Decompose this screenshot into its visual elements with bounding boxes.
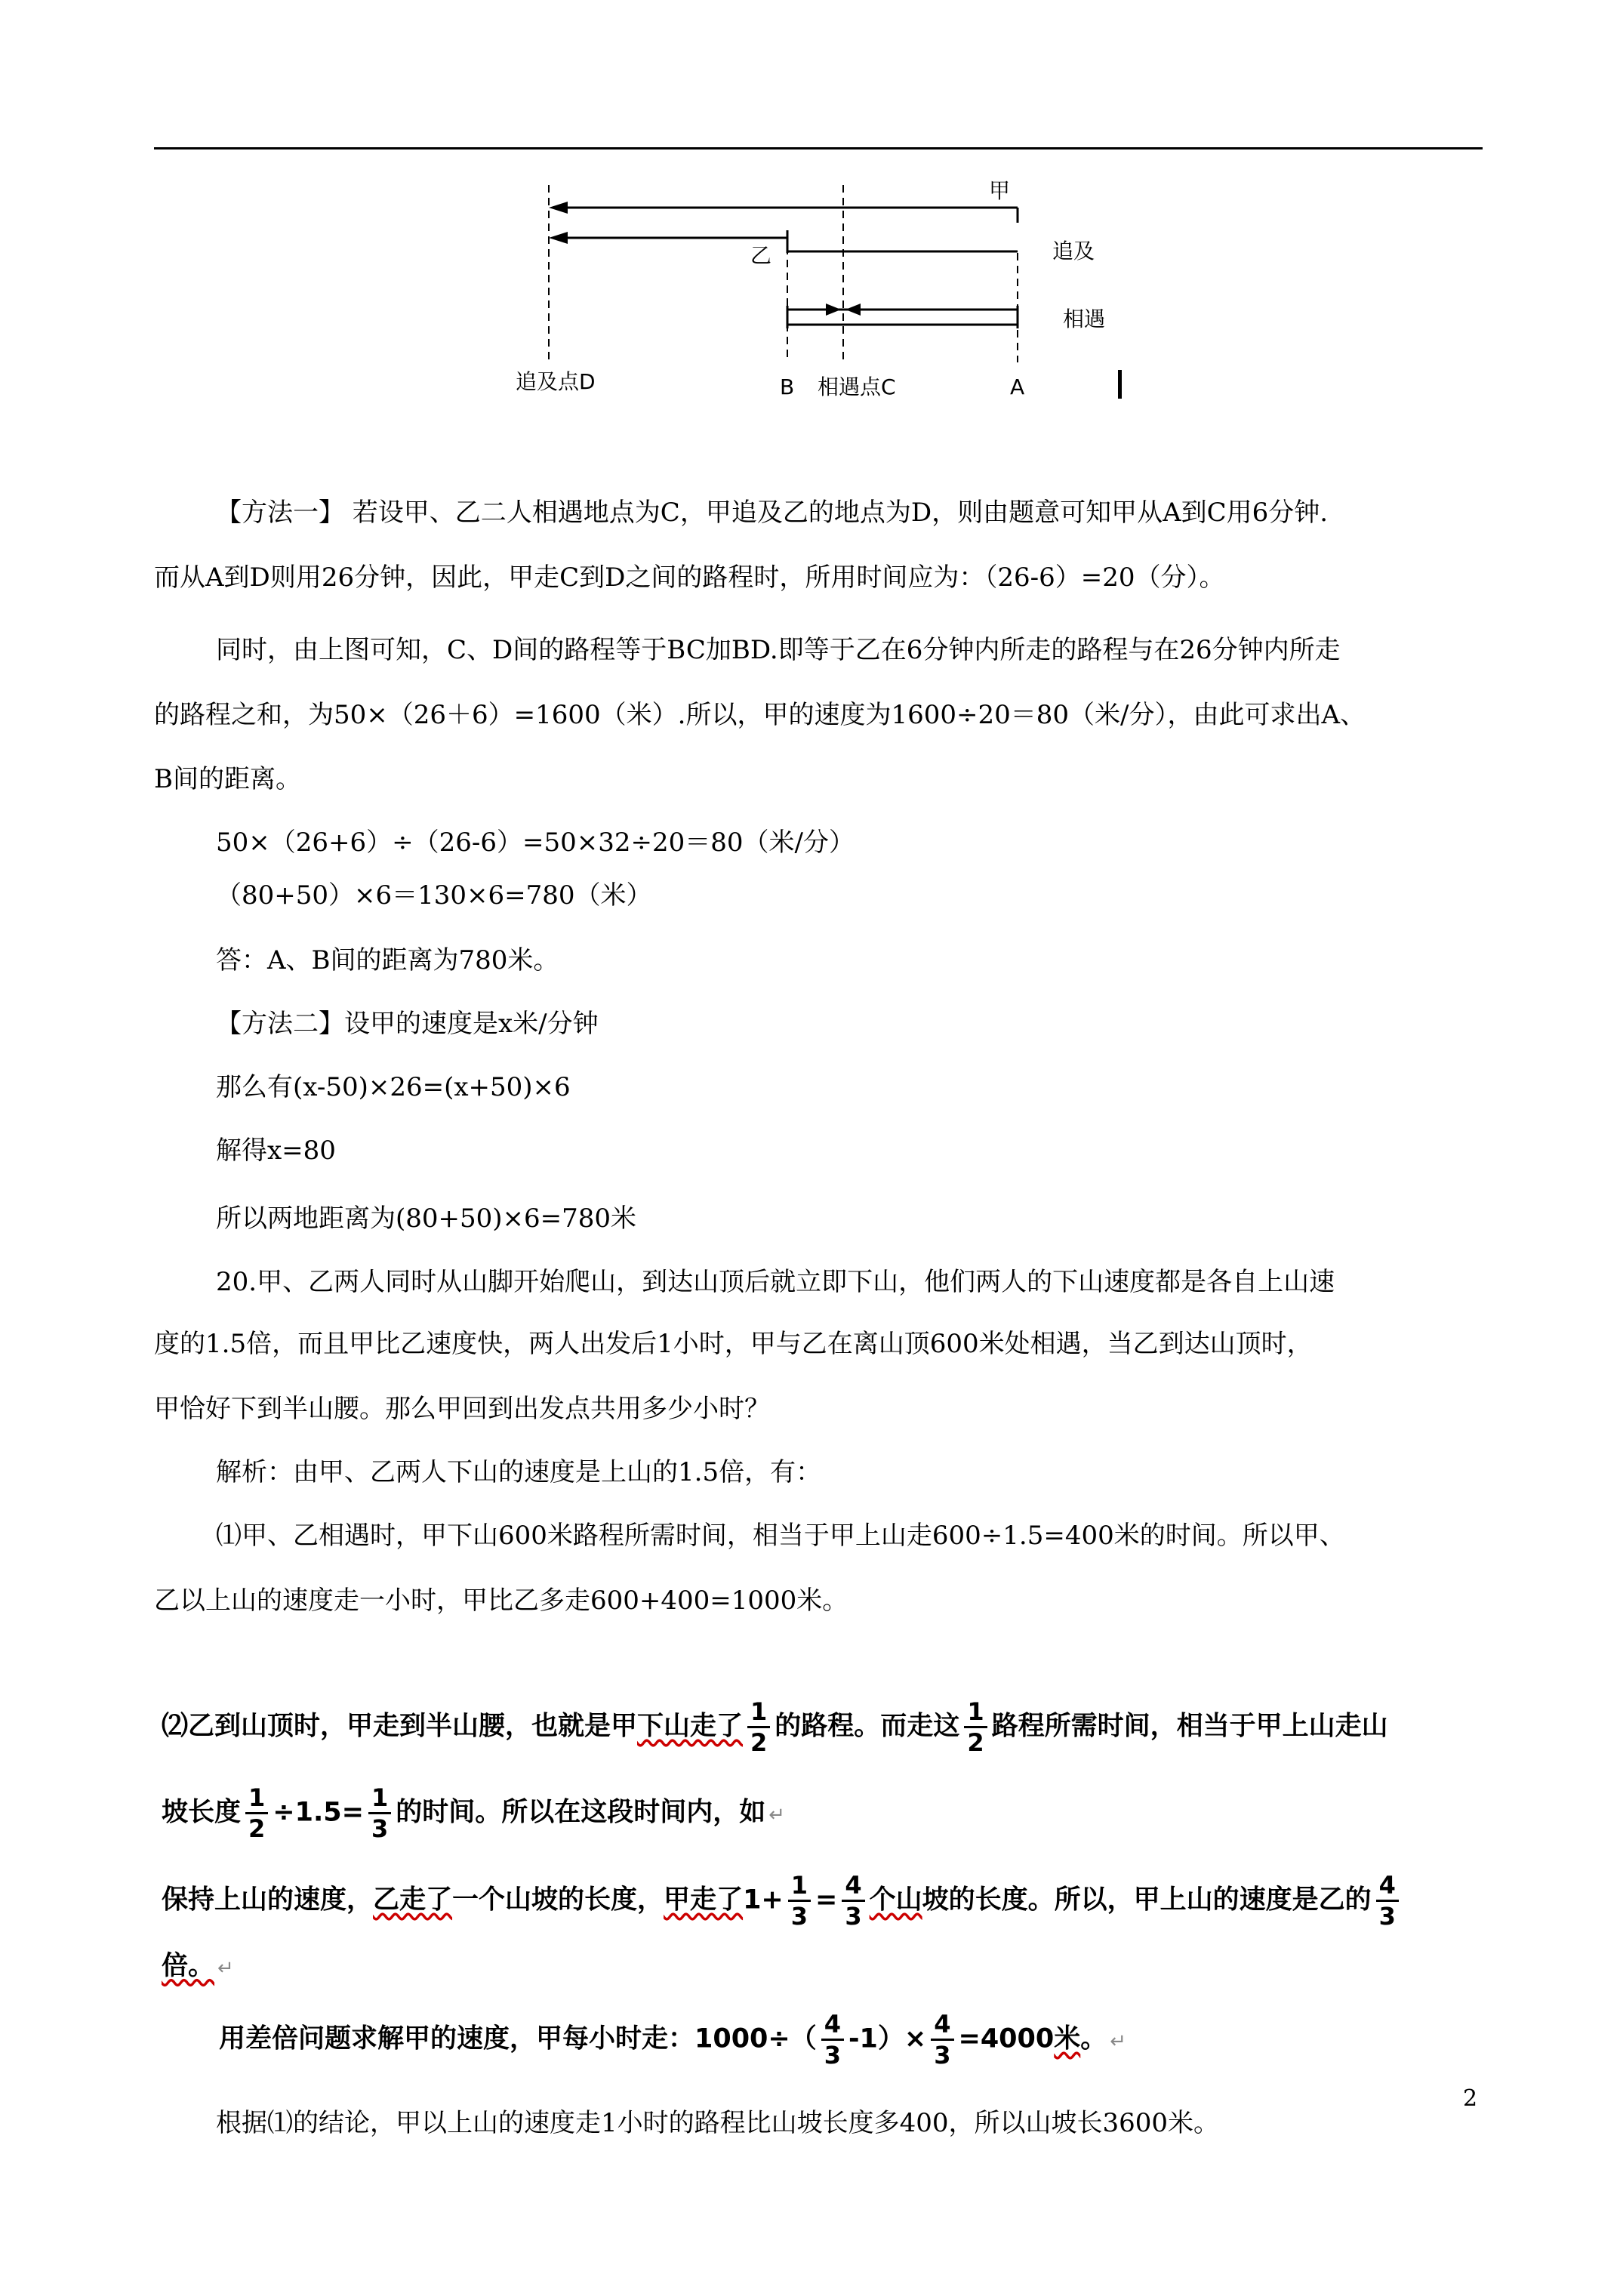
denominator: 3: [824, 2041, 842, 2069]
method1-calc1: 50×（26+6）÷（26-6）=50×32÷20＝80（米/分）: [216, 827, 855, 858]
denominator: 2: [248, 1814, 266, 1843]
pursuit-diagram: [0, 0, 1623, 423]
part2-text: 1+: [743, 1885, 784, 1915]
label-jia: 甲: [989, 178, 1011, 203]
fraction-one-third: [368, 1783, 391, 1843]
yi-arrowhead: [549, 232, 568, 244]
denominator: 3: [934, 2041, 951, 2069]
numerator: 1: [245, 1783, 268, 1814]
part2-text: 保持上山的速度，: [162, 1885, 374, 1915]
fraction-four-thirds: [1376, 1871, 1399, 1931]
part2-text: 的时间。所以在这段时间内，如: [396, 1797, 766, 1828]
part2-line3: [162, 1871, 1403, 1931]
page-number: 2: [1463, 2085, 1478, 2112]
label-xiangyu: 相遇: [1063, 307, 1106, 331]
denominator: 2: [750, 1728, 768, 1757]
part2-text: 一个山坡的长度，: [452, 1885, 664, 1915]
return-mark: ↵: [768, 1803, 786, 1826]
return-mark: ↵: [1110, 2029, 1127, 2053]
problem20-part1-line1: ⑴甲、乙相遇时，甲下山600米路程所需时间，相当于甲上山走600÷1.5=400米的时间。所以甲、: [216, 1521, 1345, 1551]
fraction-four-thirds: [821, 2010, 844, 2069]
denominator: 3: [845, 1902, 862, 1931]
problem20-analysis: 解析：由甲、乙两人下山的速度是上山的1.5倍，有：: [216, 1457, 822, 1487]
part2-text: 路程所需时间，相当于甲上山走山: [991, 1711, 1388, 1742]
denominator: 3: [371, 1814, 389, 1843]
label-point-d: 追及点D: [516, 369, 596, 394]
method2-line2: 那么有(x-50)×26=(x+50)×6: [216, 1072, 571, 1102]
method1-calc2: （80+50）×6＝130×6=780（米）: [216, 880, 652, 911]
part2-text: 。: [1080, 2023, 1107, 2054]
part2-line4: [162, 1946, 234, 1988]
conclusion-line: 根据⑴的结论，甲以上山的速度走1小时的路程比山坡长度多400，所以山坡长3600米。: [216, 2108, 1220, 2138]
part2-wavy-text: 乙走了: [373, 1885, 453, 1915]
label-point-b: B: [780, 374, 795, 399]
part2-text: 倍。: [162, 1951, 215, 1981]
fraction-four-thirds: [931, 2010, 953, 2069]
numerator: 4: [931, 2010, 953, 2041]
part2-text: 坡长度: [162, 1797, 242, 1828]
part2-text: -1）×: [848, 2023, 927, 2054]
numerator: 1: [788, 1871, 811, 1902]
part2-line5: [219, 2010, 1126, 2069]
method2-line3: 解得x=80: [216, 1136, 336, 1166]
part2-text: =4000: [958, 2023, 1055, 2054]
fraction-one-half: [964, 1697, 987, 1757]
method1-line5: B间的距离。: [154, 764, 301, 794]
label-point-c: 相遇点C: [818, 374, 896, 399]
part2-text: 用差倍问题求解甲的速度，甲每小时走：1000÷（: [219, 2023, 817, 2054]
problem20-line3: 甲恰好下到半山腰。那么甲回到出发点共用多少小时？: [154, 1394, 770, 1424]
fraction-one-third: [788, 1871, 811, 1931]
part2-line2: [162, 1783, 785, 1843]
denominator: 3: [1378, 1902, 1396, 1931]
part2-text: 坡的长度。所以，甲上山的速度是乙的: [922, 1885, 1372, 1915]
denominator: 2: [967, 1728, 984, 1757]
label-zhuiji: 追及: [1052, 239, 1095, 264]
fraction-one-half: [245, 1783, 268, 1843]
text-cursor: [1118, 370, 1122, 399]
numerator: 1: [368, 1783, 391, 1814]
problem20-line2: 度的1.5倍，而且甲比乙速度快，两人出发后1小时，甲与乙在离山顶600米处相遇，当乙到达山顶时，: [154, 1329, 1313, 1359]
part2-text: ÷1.5=: [273, 1797, 364, 1828]
fraction-four-thirds: [842, 1871, 864, 1931]
method2-line4: 所以两地距离为(80+50)×6=780米: [216, 1203, 637, 1234]
method1-line3: 同时，由上图可知，C、D间的路程等于BC加BD.即等于乙在6分钟内所走的路程与在26分钟内所走: [216, 635, 1341, 665]
numerator: 4: [842, 1871, 864, 1902]
part2-wavy-text: 个山: [869, 1885, 922, 1915]
part2-wavy-text: 甲走了: [664, 1885, 744, 1915]
part2-text: =: [815, 1885, 838, 1915]
numerator: 1: [964, 1697, 987, 1728]
return-mark: ↵: [217, 1957, 234, 1980]
problem20-line1: 20.甲、乙两人同时从山脚开始爬山，到达山顶后就立即下山，他们两人的下山速度都是各自上山速: [216, 1267, 1335, 1297]
part2-text: 的路程。而走这: [775, 1711, 960, 1742]
method1-line2: 而从A到D则用26分钟，因此，甲走C到D之间的路程时，所用时间应为：（26-6）=20（分）。: [154, 562, 1225, 593]
method1-line1: 【方法一】 若设甲、乙二人相遇地点为C，甲追及乙的地点为D，则由题意可知甲从A到C用6分钟.: [216, 498, 1329, 528]
part2-wavy-text: 米: [1054, 2023, 1081, 2054]
numerator: 4: [821, 2010, 844, 2041]
part2-wavy-text: 下山走了: [637, 1711, 744, 1742]
meet-arrowhead-right: [826, 304, 841, 316]
meet-arrowhead-left: [845, 304, 861, 316]
method1-answer: 答：A、B间的距离为780米。: [216, 945, 559, 975]
fraction-one-half: [747, 1697, 770, 1757]
label-yi: 乙: [750, 243, 772, 268]
method1-line4: 的路程之和，为50×（26＋6）=1600（米）.所以，甲的速度为1600÷20＝80（米/分），由此可求出A、: [154, 700, 1366, 730]
numerator: 4: [1376, 1871, 1399, 1902]
problem20-part1-line2: 乙以上山的速度走一小时，甲比乙多走600+400=1000米。: [154, 1586, 848, 1616]
part2-text: ⑵乙到山顶时，甲走到半山腰，也就是甲: [162, 1711, 638, 1742]
numerator: 1: [747, 1697, 770, 1728]
jia-arrowhead: [549, 202, 568, 214]
part2-line1: [162, 1697, 1388, 1757]
method2-line1: 【方法二】设甲的速度是x米/分钟: [216, 1009, 599, 1039]
label-point-a: A: [1010, 374, 1025, 399]
denominator: 3: [790, 1902, 808, 1931]
